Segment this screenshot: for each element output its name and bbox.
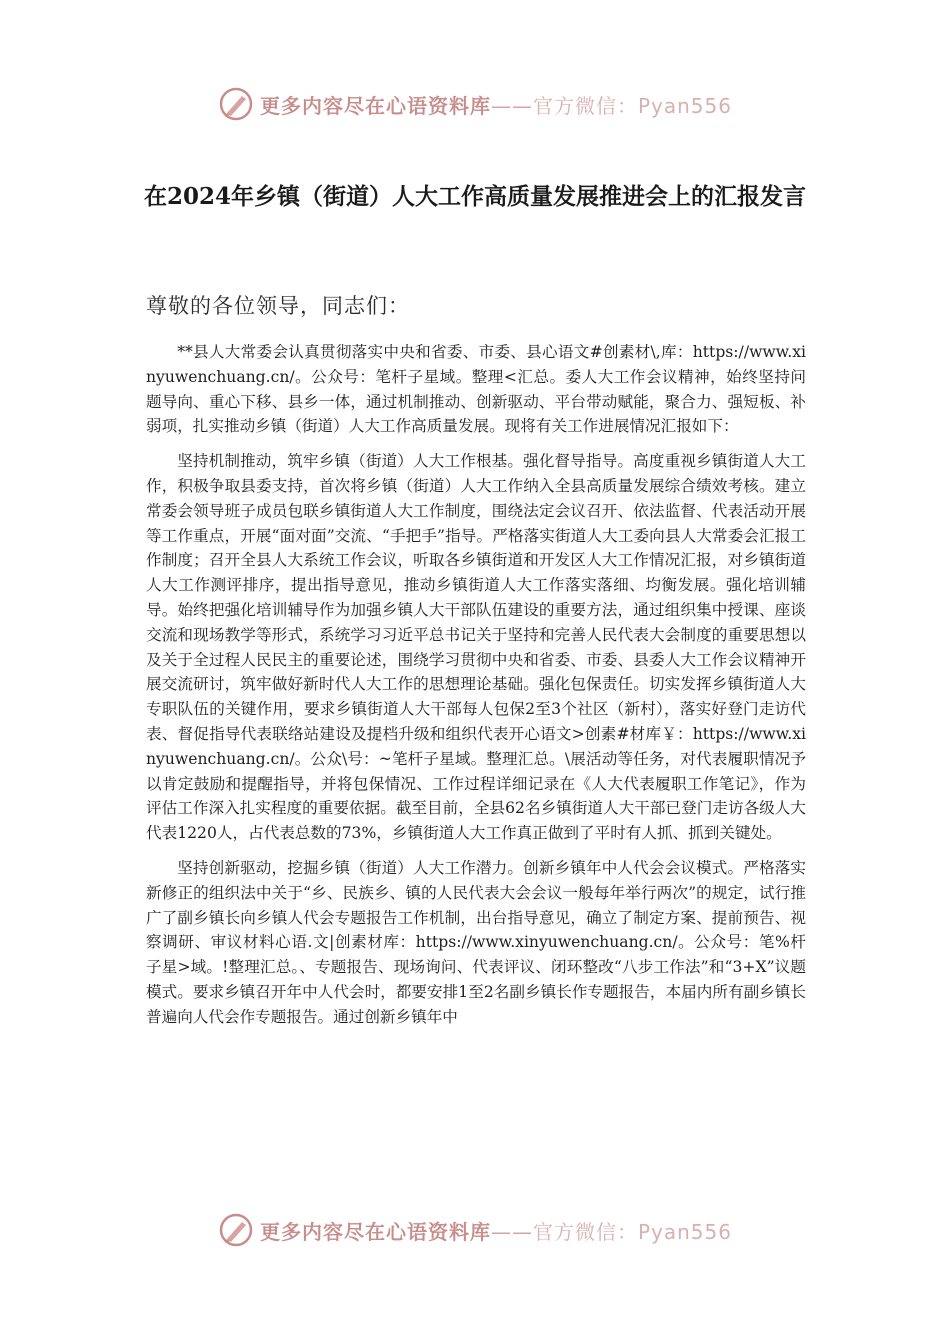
document-body <box>146 340 806 1040</box>
paragraph: **县人大常委会认真贯彻落实中央和省委、市委、县心语文#创素材\,库：https://www.xinyuwenchuang.cn/。公众号：笔杆子星域。整理<汇总。委人大工作会议精神，始终坚持问题导向、重心下移、县乡一体，通过机制推动、创新驱动、平台带动赋能，聚合力、强短板、补弱项，扎实推动乡镇（街道）人大工作高质量发展。现将有关工作进展情况汇报如下： <box>146 343 806 436</box>
paragraph: 坚持机制推动，筑牢乡镇（街道）人大工作根基。强化督导指导。高度重视乡镇街道人大工作，积极争取县委支持，首次将乡镇（街道）人大工作纳入全县高质量发展综合绩效考核。建立常委会领导班子成员包联乡镇街道人大工作制度，围绕法定会议召开、依法监督、代表活动开展等工作重点，开展“面对面”交流、“手把手”指导。严格落实街道人大工委向县人大常委会汇报工作制度；召开全县人大系统工作会议，听取各乡镇街道和开发区人大工作情况汇报，对乡镇街道人大工作测评排序，提出指导意见，推动乡镇街道人大工作落实落细、均衡发展。强化培训辅导。始终把强化培训辅导作为加强乡镇人大干部队伍建设的重要方法，通过组织集中授课、座谈交流和现场教学等形式，系统学习习近平总书记关于坚持和完善人民代表大会制度的重要思想以及关于全过程人民民主的重要论述，围绕学习贯彻中央和省委、市委、县委人大工作会议精神开展交流研讨，筑牢做好新时代人大工作的思想理论基础。强化包保责任。切实发挥乡镇街道人大专职队伍的关键作用，要求乡镇街道人大干部每人包保2至3个社区（新村），落实好登门走访代表、督促指导代表联络站建设及提档升级和组织代表开心语文>创素#材库￥：https://www.xinyuwenchuang.cn/。公众\号：~笔杆子星域。整理汇总。\展活动等任务，对代表履职情况予以肯定鼓励和提醒指导，并将包保情况、工作过程详细记录在《人大代表履职工作笔记》，作为评估工作深入扎实程度的重要依据。截至目前，全县62名乡镇街道人大干部已登门走访各级人大代表1220人，占代表总数的73%，乡镇街道人大工作真正做到了平时有人抓、抓到关键处。 <box>146 452 806 843</box>
watermark-banner-bottom <box>0 1208 950 1252</box>
watermark-wechat: 官方微信：Pyan556 <box>532 93 732 118</box>
watermark-text <box>260 90 732 119</box>
watermark-brand: 更多内容尽在心语资料库 <box>259 93 491 118</box>
watermark-banner-top <box>0 82 950 126</box>
watermark-text <box>260 1216 732 1245</box>
watermark-dash: —— <box>490 1219 533 1244</box>
watermark-wechat: 官方微信：Pyan556 <box>532 1219 732 1244</box>
pen-logo-icon <box>218 86 254 122</box>
watermark-dash: —— <box>490 93 533 118</box>
document-title: 在2024年乡镇（街道）人大工作高质量发展推进会上的汇报发言 <box>143 183 806 210</box>
watermark-brand: 更多内容尽在心语资料库 <box>259 1219 491 1244</box>
paragraph: 坚持创新驱动，挖掘乡镇（街道）人大工作潜力。创新乡镇年中人代会会议模式。严格落实新修正的组织法中关于“乡、民族乡、镇的人民代表大会会议一般每年举行两次”的规定，试行推广了副乡镇长向乡镇人代会专题报告工作机制，出台指导意见，确立了制定方案、提前预告、视察调研、审议材料心语.文|创素材库：https://www.xinyuwenchuang.cn/。公众号：笔%杆子星>域。!整理汇总。、专题报告、现场询问、代表评议、闭环整改“八步工作法”和“3+X”议题模式。要求乡镇召开年中人代会时，都要安排1至2名副乡镇长作专题报告，本届内所有副乡镇长普遍向人代会作专题报告。通过创新乡镇年中 <box>146 858 806 1026</box>
pen-logo-icon <box>218 1212 254 1248</box>
salutation: 尊敬的各位领导，同志们： <box>146 294 410 318</box>
